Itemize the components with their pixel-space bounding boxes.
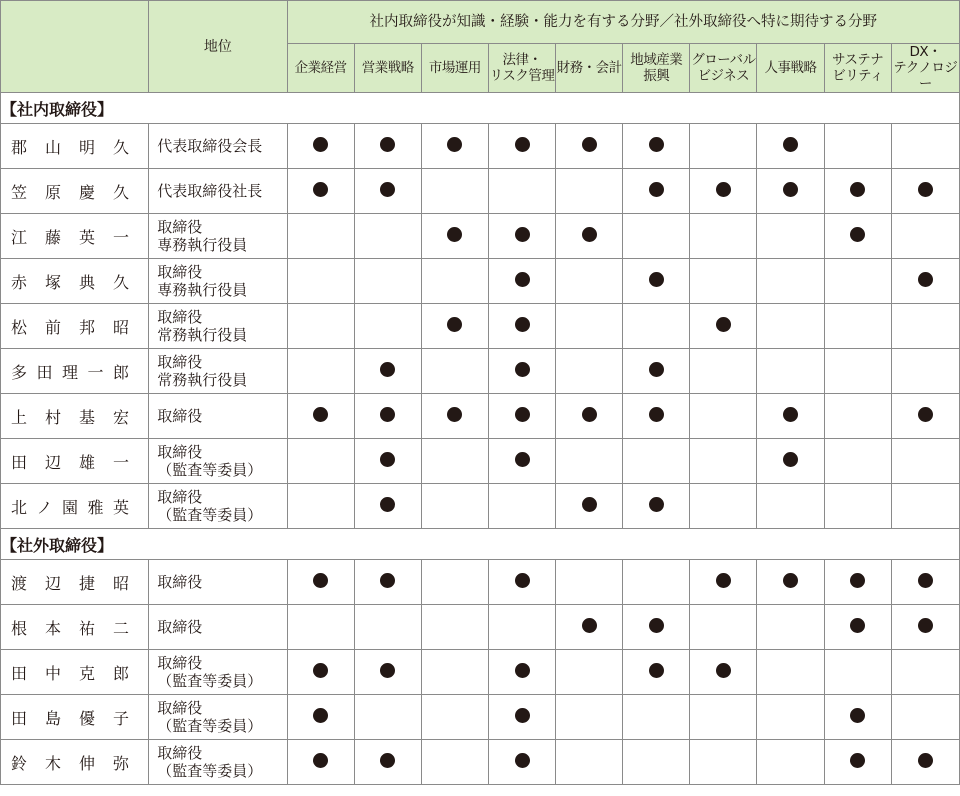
director-name-cell [1, 304, 149, 349]
director-name-cell [1, 259, 149, 304]
skill-cell [354, 214, 421, 259]
skill-cell [690, 605, 757, 650]
director-name: 多田理一郎 [11, 362, 129, 382]
skill-cell [623, 349, 690, 394]
skill-column-header: 法律・ リスク管理 [488, 44, 555, 93]
skill-dot-icon [649, 497, 664, 512]
skill-cell [891, 605, 959, 650]
director-name-cell [1, 439, 149, 484]
section-title: 【社内取締役】 [1, 93, 960, 124]
skill-cell [891, 214, 959, 259]
skill-dot-icon [380, 407, 395, 422]
skill-dot-icon [649, 618, 664, 633]
director-name: 笠原慶久 [11, 182, 129, 202]
skill-cell [824, 605, 891, 650]
skill-cell [824, 349, 891, 394]
skill-column-header: グローバル ビジネス [690, 44, 757, 93]
skill-dot-icon [447, 407, 462, 422]
skill-dot-icon [649, 407, 664, 422]
skill-cell [757, 605, 824, 650]
table-row [1, 484, 960, 529]
skill-cell [891, 349, 959, 394]
skill-dot-icon [649, 362, 664, 377]
skill-cell [623, 439, 690, 484]
skill-cell [287, 650, 354, 695]
skill-column-header: 市場運用 [421, 44, 488, 93]
skill-dot-icon [716, 317, 731, 332]
skill-dot-icon [783, 407, 798, 422]
skill-cell [556, 484, 623, 529]
skill-column-header: 財務・会計 [556, 44, 623, 93]
skill-cell [287, 169, 354, 214]
skill-cell [757, 214, 824, 259]
skill-cell [824, 650, 891, 695]
skill-dot-icon [918, 618, 933, 633]
skill-cell [354, 439, 421, 484]
skill-cell [824, 394, 891, 439]
table-row [1, 605, 960, 650]
skill-cell [556, 394, 623, 439]
skill-cell [287, 439, 354, 484]
skill-dot-icon [380, 497, 395, 512]
section-row [1, 529, 960, 560]
director-name: 江藤英一 [11, 227, 129, 247]
table-row [1, 560, 960, 605]
skill-dot-icon [447, 317, 462, 332]
skill-dot-icon [313, 137, 328, 152]
skill-cell [556, 259, 623, 304]
skill-dot-icon [850, 618, 865, 633]
skill-cell [690, 484, 757, 529]
skill-cell [556, 740, 623, 785]
skill-cell [690, 349, 757, 394]
skill-cell [757, 439, 824, 484]
skill-cell [354, 259, 421, 304]
skill-cell [354, 740, 421, 785]
skill-cell [354, 650, 421, 695]
skill-cell [354, 394, 421, 439]
skill-cell [488, 304, 555, 349]
skill-column-header: 地域産業 振興 [623, 44, 690, 93]
skill-dot-icon [380, 753, 395, 768]
skill-dot-icon [313, 708, 328, 723]
skill-cell [623, 124, 690, 169]
skill-cell [488, 740, 555, 785]
skill-cell [623, 259, 690, 304]
director-position: 取締役 専務執行役員 [149, 259, 287, 304]
section-row [1, 93, 960, 124]
skill-cell [556, 214, 623, 259]
skill-cell [824, 695, 891, 740]
skill-cell [287, 695, 354, 740]
director-name: 根本祐二 [11, 618, 129, 638]
skill-cell [354, 124, 421, 169]
table-row [1, 740, 960, 785]
skill-cell [824, 304, 891, 349]
skill-cell [891, 650, 959, 695]
skill-cell [556, 439, 623, 484]
table-row [1, 650, 960, 695]
skill-cell [824, 439, 891, 484]
table-row [1, 394, 960, 439]
skill-cell [287, 484, 354, 529]
skill-dot-icon [515, 753, 530, 768]
skill-cell [623, 484, 690, 529]
skill-cell [690, 439, 757, 484]
skill-cell [354, 695, 421, 740]
director-name: 田中克郎 [11, 663, 129, 683]
table-row [1, 124, 960, 169]
director-name: 田島優子 [11, 708, 129, 728]
skill-dot-icon [649, 137, 664, 152]
director-name-cell [1, 214, 149, 259]
director-position: 取締役 常務執行役員 [149, 304, 287, 349]
director-name: 田辺雄一 [11, 452, 129, 472]
skill-cell [891, 169, 959, 214]
director-name-cell [1, 740, 149, 785]
skill-cell [421, 695, 488, 740]
skill-cell [757, 169, 824, 214]
skill-cell [488, 394, 555, 439]
skill-cell [488, 605, 555, 650]
skill-cell [354, 349, 421, 394]
skill-cell [488, 349, 555, 394]
skill-dot-icon [582, 407, 597, 422]
skill-dot-icon [313, 573, 328, 588]
skill-cell [287, 124, 354, 169]
skill-dot-icon [447, 227, 462, 242]
position-header: 地位 [149, 1, 287, 93]
skill-cell [421, 439, 488, 484]
skill-dot-icon [515, 708, 530, 723]
skill-cell [488, 695, 555, 740]
skill-dot-icon [850, 227, 865, 242]
director-name-cell [1, 124, 149, 169]
skill-cell [690, 650, 757, 695]
skill-dot-icon [716, 573, 731, 588]
skill-cell [421, 605, 488, 650]
skill-cell [287, 349, 354, 394]
skill-dot-icon [515, 362, 530, 377]
skill-cell [690, 304, 757, 349]
director-name: 郡山明久 [11, 137, 129, 157]
skill-cell [421, 259, 488, 304]
skill-cell [287, 259, 354, 304]
director-name: 渡辺捷昭 [11, 573, 129, 593]
skill-cell [287, 560, 354, 605]
skill-dot-icon [850, 182, 865, 197]
skill-dot-icon [515, 272, 530, 287]
skill-cell [824, 259, 891, 304]
skill-cell [421, 169, 488, 214]
skill-dot-icon [515, 407, 530, 422]
skill-dot-icon [918, 182, 933, 197]
skill-cell [354, 169, 421, 214]
skill-cell [623, 214, 690, 259]
director-position: 取締役 専務執行役員 [149, 214, 287, 259]
skill-dot-icon [582, 227, 597, 242]
skill-cell [757, 124, 824, 169]
director-name-cell [1, 560, 149, 605]
skill-cell [287, 394, 354, 439]
table-row [1, 214, 960, 259]
skill-cell [488, 439, 555, 484]
skill-cell [421, 650, 488, 695]
skill-dot-icon [515, 573, 530, 588]
skill-dot-icon [380, 452, 395, 467]
skill-cell [690, 259, 757, 304]
skills-group-header: 社内取締役が知識・経験・能力を有する分野／社外取締役へ特に期待する分野 [287, 1, 959, 44]
skill-cell [421, 124, 488, 169]
skill-dot-icon [380, 182, 395, 197]
skill-cell [421, 304, 488, 349]
director-name: 北ノ園雅英 [11, 497, 129, 517]
table-row [1, 259, 960, 304]
skill-dot-icon [582, 497, 597, 512]
director-position: 取締役 （監査等委員） [149, 439, 287, 484]
director-position: 代表取締役会長 [149, 124, 287, 169]
skill-cell [488, 169, 555, 214]
skill-cell [623, 304, 690, 349]
director-name: 鈴木伸弥 [11, 753, 129, 773]
director-name: 上村基宏 [11, 407, 129, 427]
skill-dot-icon [515, 317, 530, 332]
skill-dot-icon [380, 663, 395, 678]
skill-dot-icon [783, 573, 798, 588]
director-name-cell [1, 695, 149, 740]
director-name: 赤塚典久 [11, 272, 129, 292]
skill-cell [623, 394, 690, 439]
skill-cell [488, 214, 555, 259]
skill-cell [287, 740, 354, 785]
skill-dot-icon [380, 362, 395, 377]
table-row [1, 439, 960, 484]
skill-cell [891, 124, 959, 169]
skill-cell [421, 394, 488, 439]
skill-cell [824, 169, 891, 214]
skill-dot-icon [515, 452, 530, 467]
skill-dot-icon [649, 663, 664, 678]
skill-cell [556, 169, 623, 214]
director-name-cell [1, 605, 149, 650]
skill-cell [891, 484, 959, 529]
skill-dot-icon [649, 182, 664, 197]
director-name-cell [1, 650, 149, 695]
skill-dot-icon [850, 753, 865, 768]
skill-cell [623, 169, 690, 214]
skill-dot-icon [783, 452, 798, 467]
skill-cell [488, 259, 555, 304]
skill-cell [623, 650, 690, 695]
skill-cell [556, 304, 623, 349]
skill-cell [556, 605, 623, 650]
skill-cell [690, 560, 757, 605]
director-position: 取締役 （監査等委員） [149, 650, 287, 695]
skill-cell [488, 650, 555, 695]
skill-dot-icon [716, 182, 731, 197]
skill-column-header: DX・ テクノロジー [891, 44, 959, 93]
skill-cell [287, 304, 354, 349]
skill-cell [891, 439, 959, 484]
skill-dot-icon [850, 573, 865, 588]
skill-dot-icon [313, 182, 328, 197]
skill-cell [488, 560, 555, 605]
director-name-cell [1, 484, 149, 529]
skill-dot-icon [649, 272, 664, 287]
skill-dot-icon [380, 137, 395, 152]
skill-dot-icon [716, 663, 731, 678]
director-position: 取締役 常務執行役員 [149, 349, 287, 394]
director-position: 取締役 （監査等委員） [149, 740, 287, 785]
skill-dot-icon [918, 573, 933, 588]
director-name-cell [1, 394, 149, 439]
director-name: 松前邦昭 [11, 317, 129, 337]
skill-cell [287, 214, 354, 259]
director-position: 代表取締役社長 [149, 169, 287, 214]
director-position: 取締役 （監査等委員） [149, 484, 287, 529]
skill-cell [556, 124, 623, 169]
skill-column-header: 営業戦略 [354, 44, 421, 93]
skill-cell [556, 695, 623, 740]
skill-cell [757, 484, 824, 529]
skill-dot-icon [380, 573, 395, 588]
table-row [1, 695, 960, 740]
skill-dot-icon [515, 137, 530, 152]
skill-cell [421, 560, 488, 605]
skill-cell [690, 740, 757, 785]
skill-cell [690, 169, 757, 214]
skill-cell [891, 304, 959, 349]
skill-cell [354, 484, 421, 529]
skill-dot-icon [515, 227, 530, 242]
director-name-cell [1, 349, 149, 394]
skill-dot-icon [783, 137, 798, 152]
skill-column-header: サステナ ビリティ [824, 44, 891, 93]
skill-cell [690, 214, 757, 259]
skill-cell [623, 560, 690, 605]
table-row [1, 169, 960, 214]
skill-cell [354, 560, 421, 605]
skill-cell [757, 259, 824, 304]
skill-cell [891, 740, 959, 785]
skill-dot-icon [918, 753, 933, 768]
skill-cell [757, 650, 824, 695]
skill-cell [488, 124, 555, 169]
skill-cell [556, 560, 623, 605]
skill-cell [757, 695, 824, 740]
skill-cell [757, 740, 824, 785]
skill-dot-icon [582, 618, 597, 633]
skill-cell [824, 214, 891, 259]
skill-cell [354, 605, 421, 650]
skill-cell [757, 394, 824, 439]
name-header-cell [1, 1, 149, 93]
director-position: 取締役 [149, 560, 287, 605]
table-row [1, 304, 960, 349]
skill-cell [891, 695, 959, 740]
skill-cell [891, 560, 959, 605]
skill-dot-icon [918, 272, 933, 287]
skill-cell [556, 349, 623, 394]
skill-dot-icon [918, 407, 933, 422]
skill-cell [623, 695, 690, 740]
director-position: 取締役 （監査等委員） [149, 695, 287, 740]
skill-cell [421, 484, 488, 529]
skill-cell [824, 740, 891, 785]
skill-dot-icon [515, 663, 530, 678]
skill-cell [421, 214, 488, 259]
skill-column-header: 人事戦略 [757, 44, 824, 93]
director-position: 取締役 [149, 605, 287, 650]
skill-cell [824, 124, 891, 169]
skill-cell [757, 304, 824, 349]
skill-dot-icon [850, 708, 865, 723]
skill-cell [623, 605, 690, 650]
skill-cell [623, 740, 690, 785]
skill-cell [287, 605, 354, 650]
skill-dot-icon [313, 407, 328, 422]
skill-cell [891, 259, 959, 304]
skill-cell [824, 560, 891, 605]
skill-cell [690, 124, 757, 169]
section-title: 【社外取締役】 [1, 529, 960, 560]
skill-cell [421, 349, 488, 394]
skill-cell [757, 560, 824, 605]
skill-cell [824, 484, 891, 529]
skill-dot-icon [313, 663, 328, 678]
skill-dot-icon [447, 137, 462, 152]
director-position: 取締役 [149, 394, 287, 439]
skill-cell [690, 394, 757, 439]
skill-cell [488, 484, 555, 529]
skill-cell [556, 650, 623, 695]
skill-cell [354, 304, 421, 349]
skill-cell [891, 394, 959, 439]
skill-cell [421, 740, 488, 785]
skill-dot-icon [582, 137, 597, 152]
skill-dot-icon [313, 753, 328, 768]
table-row [1, 349, 960, 394]
skill-cell [690, 695, 757, 740]
skill-cell [757, 349, 824, 394]
skill-dot-icon [783, 182, 798, 197]
skill-column-header: 企業経営 [287, 44, 354, 93]
director-name-cell [1, 169, 149, 214]
